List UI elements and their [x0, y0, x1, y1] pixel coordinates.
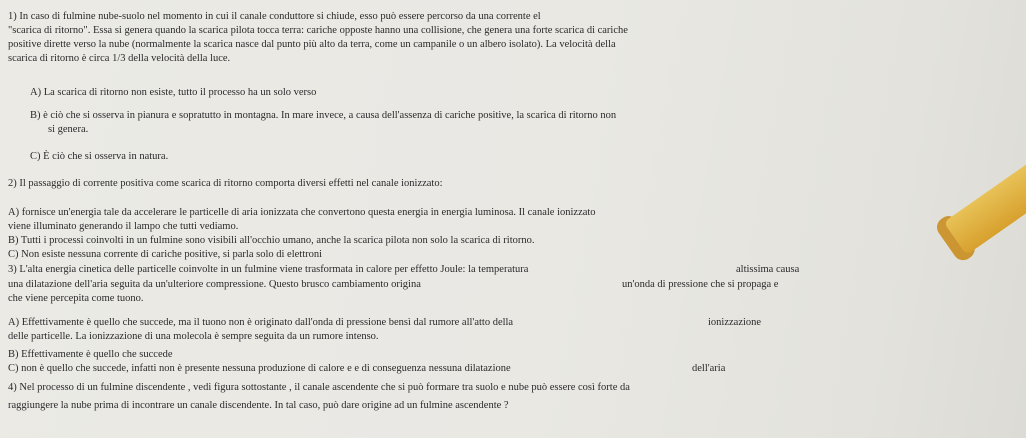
- q2-line1: 2) Il passaggio di corrente positiva come scarica di ritorno comporta diversi effetti nel canale ionizzato:: [8, 178, 443, 189]
- q3-option-c-line1b: dell'aria: [692, 363, 726, 374]
- q3-line1a: 3) L'alta energia cinetica delle particelle coinvolte in un fulmine viene trasformata in calore per effetto Joule: la temperatura: [8, 264, 529, 275]
- q3-option-a-line2: delle particelle. La ionizzazione di una molecola è sempre seguita da un rumore intenso.: [8, 331, 379, 342]
- q1-line4: scarica di ritorno è circa 1/3 della velocità della luce.: [8, 53, 231, 64]
- q3-line2b: un'onda di pressione che si propaga e: [622, 279, 779, 290]
- q1-option-c: C) È ciò che si osserva in natura.: [30, 151, 169, 162]
- q1-option-b-line2: si genera.: [48, 124, 89, 135]
- q1-option-b-line1: B) è ciò che si osserva in pianura e sopratutto in montagna. In mare invece, a causa dell'assenza di cariche positive, la scarica di ritorno non: [30, 110, 617, 121]
- q1-line2: "scarica di ritorno". Essa si genera quando la scarica pilota tocca terra: cariche opposte hanno una collisione, che genera una forte scarica di cariche: [8, 25, 628, 36]
- q4-line2: raggiungere la nube prima di incontrare un canale discendente. In tal caso, può dare origine ad un fulmine ascendente ?: [8, 400, 509, 411]
- q4-line1: 4) Nel processo di un fulmine discendente , vedi figura sottostante , il canale ascendente che si può formare tra suolo e nube può essere così forte da: [8, 382, 630, 393]
- q3-option-c-line1a: C) non è quello che succede, infatti non è presente nessuna produzione di calore e e di conseguenza nessuna dilatazione: [8, 363, 511, 374]
- q2-option-a-line2: viene illuminato generando il lampo che tutti vediamo.: [8, 221, 239, 232]
- q3-option-a-line1b: ionizzazione: [708, 317, 762, 328]
- q3-line3: che viene percepita come tuono.: [8, 293, 144, 304]
- q1-option-a: A) La scarica di ritorno non esiste, tutto il processo ha un solo verso: [30, 87, 317, 98]
- q3-option-a-line1a: A) Effettivamente è quello che succede, ma il tuono non è originato dall'onda di pressione bensì dal rumore all'atto della: [8, 317, 514, 328]
- q2-option-a-line1: A) fornisce un'energia tale da accelerare le particelle di aria ionizzata che convertono questa energia in energia luminosa. Il canale ionizzato: [8, 207, 596, 218]
- q3-line2a: una dilatazione dell'aria seguita da un'ulteriore compressione. Questo brusco cambiamento origina: [8, 279, 421, 290]
- q1-line1: 1) In caso di fulmine nube-suolo nel momento in cui il canale conduttore si chiude, esso può essere percorso da una corrente el: [8, 11, 541, 22]
- q1-line3: positive dirette verso la nube (normalmente la scarica nasce dal punto più alto da terra, come un campanile o un albero isolato). La velocità della: [8, 39, 616, 50]
- q3-line1b: altissima causa: [736, 264, 800, 275]
- q2-option-c: C) Non esiste nessuna corrente di cariche positive, si parla solo di elettroni: [8, 249, 323, 260]
- q3-option-b: B) Effettivamente è quello che succede: [8, 349, 173, 360]
- q2-option-b: B) Tutti i processi coinvolti in un fulmine sono visibili all'occhio umano, anche la scarica pilota non solo la scarica di ritorno.: [8, 235, 535, 246]
